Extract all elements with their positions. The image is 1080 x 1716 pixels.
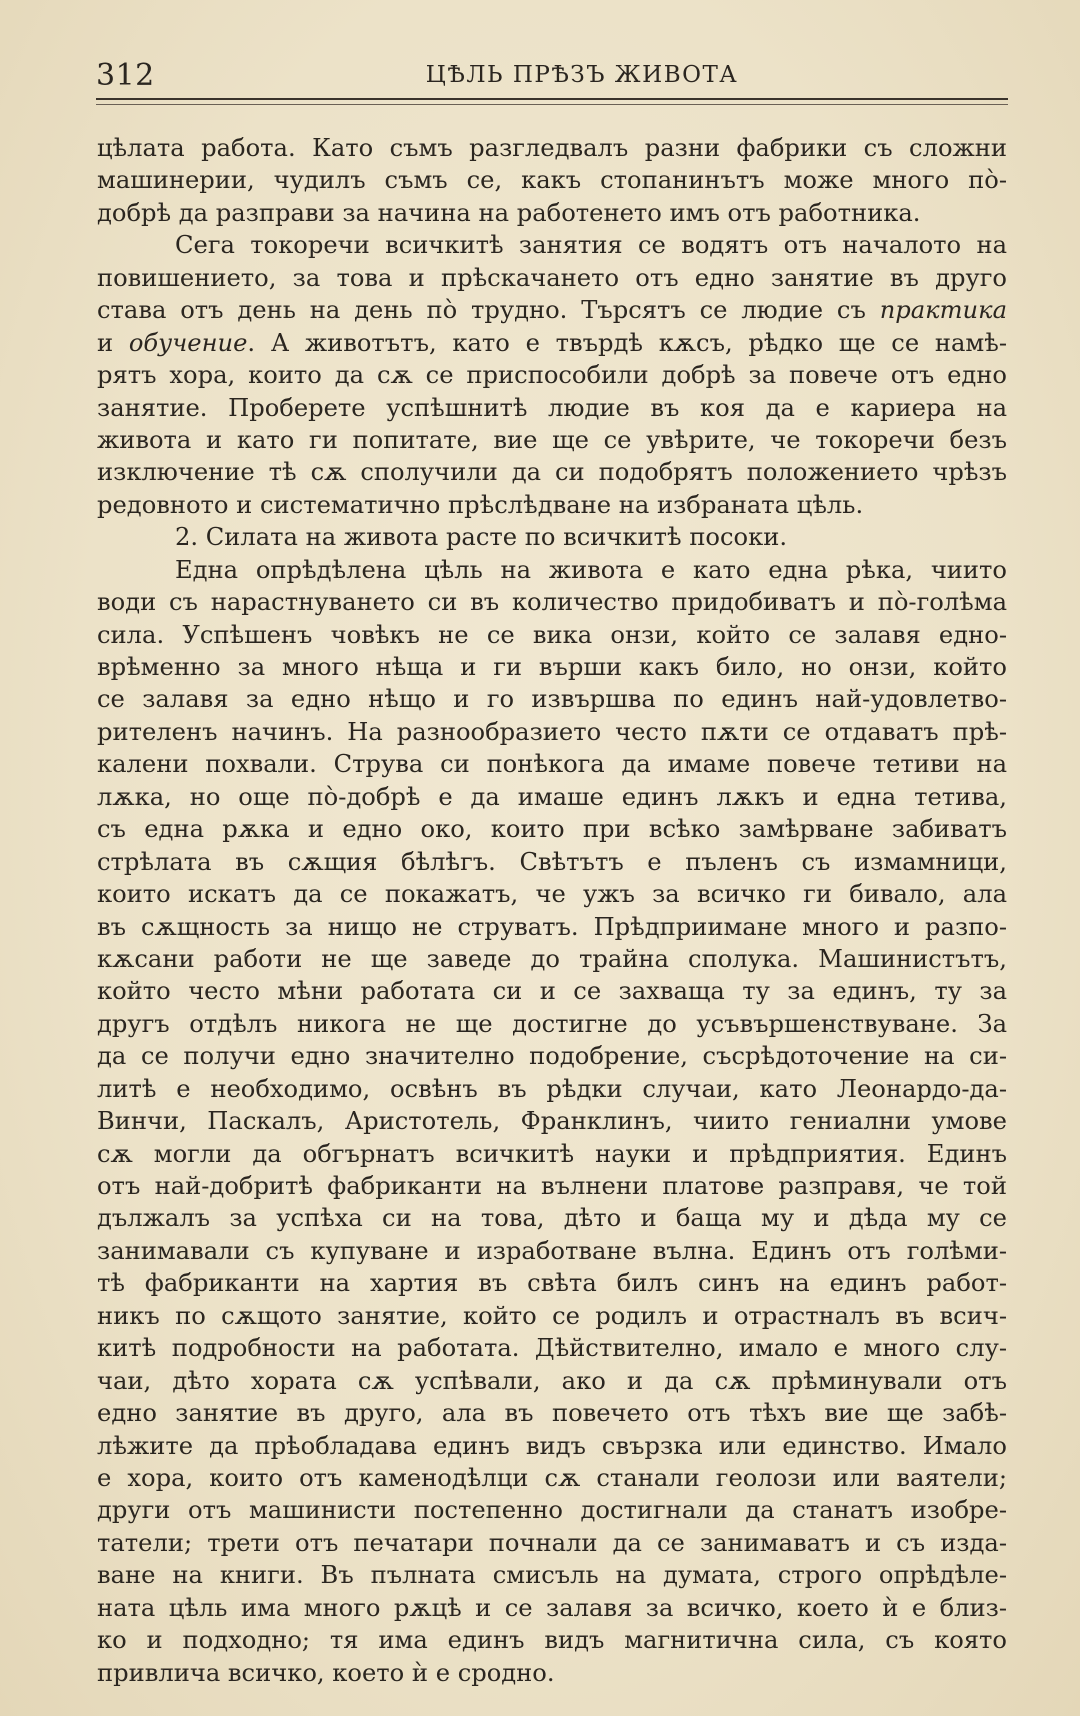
text-line: отъ най-добритѣ фабриканти на вълнени платове разправя, че той xyxy=(97,1172,1007,1200)
text-line: съ една рѫка и едно око, които при всѣко замѣрване забиватъ xyxy=(97,815,1007,844)
text-line: врѣменно за много нѣща и ги върши какъ било, но онзи, който xyxy=(97,653,1007,681)
text-line: татели; трети отъ печатари почнали да се занимаватъ и съ изда- xyxy=(97,1528,1007,1557)
text-line: тѣ фабриканти на хартия въ свѣта билъ синъ на единъ работ- xyxy=(97,1269,1007,1298)
text-line: сила. Успѣшенъ човѣкъ не се вика онзи, който се залавя едно- xyxy=(97,620,1007,649)
text-line: литѣ е необходимо, освѣнъ въ рѣдки случаи, като Леонардо-да- xyxy=(97,1074,1007,1103)
text-line: изключение тѣ сѫ сполучили да си подобрятъ положението чрѣзъ xyxy=(97,458,1007,487)
text-line: другъ отдѣлъ никога не ще достигне до усъвършенствуване. За xyxy=(97,1009,1007,1038)
text-line: занятие. Проберете успѣшнитѣ людие въ коя да е кариера на xyxy=(97,393,1007,422)
text-line: да се получи едно значително подобрение, съсрѣдоточение на си- xyxy=(97,1042,1007,1071)
text-line: който често мѣни работата си и се захваща ту за единъ, ту за xyxy=(97,977,1007,1006)
text-line: ната цѣль има много рѫцѣ и се залавя за всичко, което ѝ е близ- xyxy=(97,1593,1007,1622)
text-line: които искатъ да се покажатъ, че ужъ за всичко ги бивало, ала xyxy=(97,880,1007,909)
emphasis: практика xyxy=(879,296,1007,325)
body-text xyxy=(97,132,1007,1689)
text-line: е хора, които отъ каменодѣлци сѫ станали геолози или ваятели; xyxy=(97,1463,1007,1492)
text-line: добрѣ да разправи за начина на работенето имъ отъ работника. xyxy=(97,198,921,227)
text-line: и обучение. А животътъ, като е твърдѣ кѫсъ, рѣдко ще се намѣ- xyxy=(97,328,1007,357)
text-line: Сега токоречи всичкитѣ занятия се водятъ отъ началото на xyxy=(175,231,1007,260)
page-number: 312 xyxy=(96,58,155,93)
text-line: лѣжите да прѣобладава единъ видъ свързка или единство. Имало xyxy=(97,1431,1007,1460)
text-line: стрѣлата въ сѫщия бѣлѣгъ. Свѣтътъ е пъленъ съ измамници, xyxy=(97,847,1007,876)
text-line: цѣлата работа. Като съмъ разгледвалъ разни фабрики съ сложни xyxy=(97,134,1007,162)
text-line: привлича всичко, което ѝ е сродно. xyxy=(97,1658,555,1687)
text-line: става отъ день на день пò трудно. Търсятъ се людие съ практика xyxy=(97,296,1007,325)
text-line: ване на книги. Въ пълната смисъль на думата, строго опрѣдѣле- xyxy=(97,1561,1007,1590)
header-rule-thick xyxy=(96,98,1008,100)
text-line: Винчи, Паскалъ, Аристотель, Франклинъ, чиито гениални умове xyxy=(97,1107,1007,1136)
text-line: въ сѫщность за нищо не струватъ. Прѣдприимане много и разпо- xyxy=(97,912,1007,941)
text-line: Една опрѣдѣлена цѣль на живота е като една рѣка, чиито xyxy=(175,555,1007,584)
text-line: кѫсани работи не ще заведе до трайна сполука. Машинистътъ, xyxy=(97,944,1007,973)
text-line: машинерии, чудилъ съмъ се, какъ стопанинътъ може много пò- xyxy=(97,166,1007,195)
header-rule-thin xyxy=(96,104,1008,105)
text-line: води съ нарастнуването си въ количество придобиватъ и пò-голѣма xyxy=(97,588,1007,617)
text-line: дължалъ за успѣха си на това, дѣто и баща му и дѣда му се xyxy=(97,1204,1007,1233)
text-line: калени похвали. Струва си понѣкога да имаме повече тетиви на xyxy=(97,750,1007,779)
page-header xyxy=(96,58,1008,98)
text-line: китѣ подробности на работата. Дѣйствително, имало е много слу- xyxy=(97,1334,1007,1363)
text-line: живота и като ги попитате, вие ще се увѣрите, че токоречи безъ xyxy=(97,425,1007,454)
text-line: лѫка, но още пò-добрѣ е да имаше единъ лѫкъ и една тетива, xyxy=(97,782,1007,811)
text-line: редовното и систематично прѣслѣдване на избраната цѣль. xyxy=(97,490,864,519)
emphasis: обучение xyxy=(128,328,248,357)
text-line: никъ по сѫщото занятие, който се родилъ и отрастналъ въ всич- xyxy=(97,1301,1007,1330)
section-heading: 2. Силата на живота расте по всичкитѣ посоки. xyxy=(175,523,788,552)
running-title: ЦѢЛЬ ПРѢЗЪ ЖИВОТА xyxy=(425,62,739,88)
text-line: чаи, дѣто хората сѫ успѣвали, ако и да сѫ прѣминували отъ xyxy=(97,1366,1007,1395)
text-line: занимавали съ купуване и изработване вълна. Единъ отъ голѣми- xyxy=(97,1236,1007,1265)
text-line: сѫ могли да обгърнатъ всичкитѣ науки и прѣдприятия. Единъ xyxy=(97,1139,1007,1168)
text-line: рителенъ начинъ. На разнообразието често пѫти се отдаватъ прѣ- xyxy=(97,717,1007,746)
text-line: повишението, за това и прѣскачането отъ едно занятие въ друго xyxy=(97,263,1007,292)
text-line: едно занятие въ друго, ала въ повечето отъ тѣхъ вие ще забѣ- xyxy=(97,1399,1007,1428)
text-line: се залавя за едно нѣщо и го извършва по единъ най-удовлетво- xyxy=(97,685,1007,714)
text-line: рятъ хора, които да сѫ се приспособили добрѣ за повече отъ едно xyxy=(97,361,1007,390)
text-line: други отъ машинисти постепенно достигнали да станатъ изобре- xyxy=(97,1496,1007,1525)
text-line: ко и подходно; тя има единъ видъ магнитична сила, съ която xyxy=(97,1626,1007,1655)
